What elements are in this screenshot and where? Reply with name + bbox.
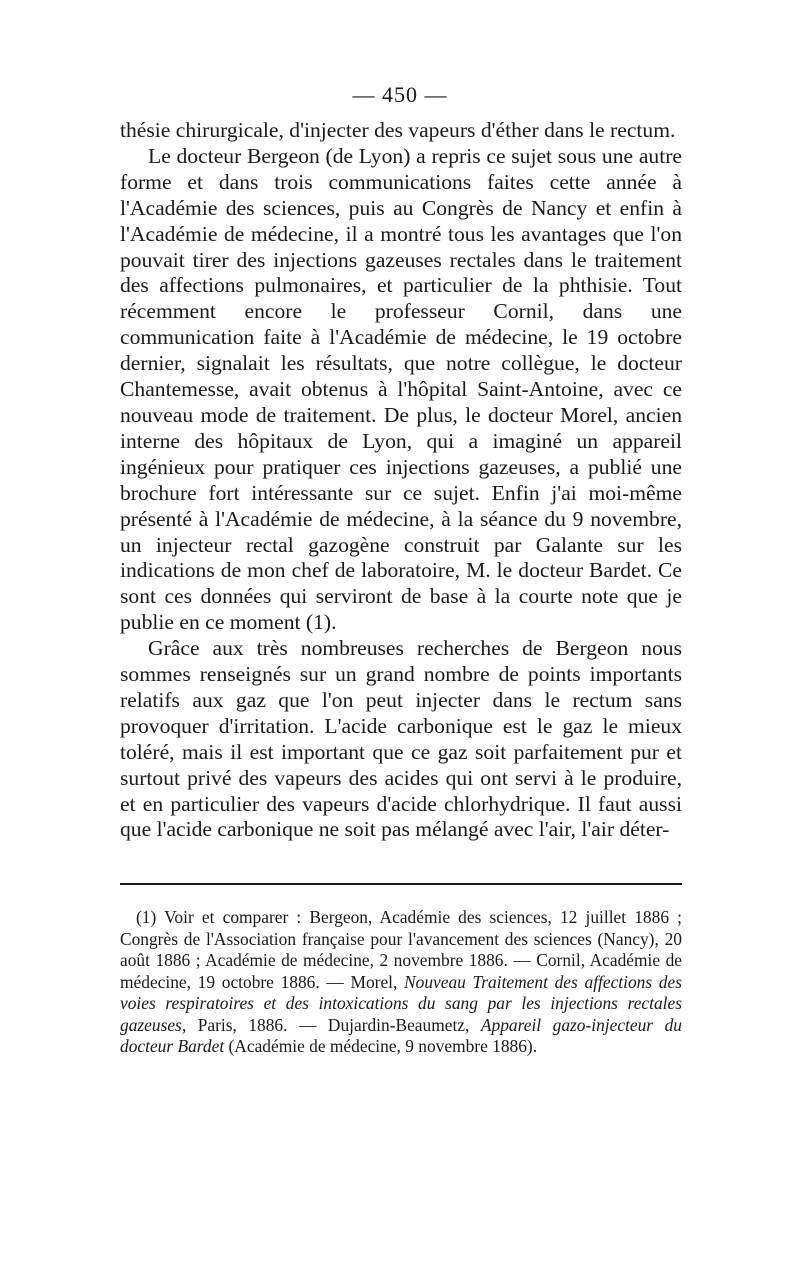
paragraph-2: Le docteur Bergeon (de Lyon) a repris ce sujet sous une autre forme et dans trois communications faites cette année à l'Académie des sciences, puis au Congrès de Nancy et enfin à l'Académie de médecine, il a montré tous les avantages que l'on pouvait tirer des injections gazeuses rectales dans le traitement des affections pulmonaires, et particulier de la phthisie. Tout récemment encore le professeur Cornil, dans une communication faite à l'Académie de médecine, le 19 octobre dernier, signalait les résultats, que notre collègue, le docteur Chantemesse, avait obtenus à l'hôpital Saint-Antoine, avec ce nouveau mode de traitement. De plus, le docteur Morel, ancien interne des hôpitaux de Lyon, qui a imaginé un appareil ingénieux pour pratiquer ces injections gazeuses, a publié une brochure fort intéressante sur ce sujet. Enfin j'ai moi-même présenté à l'Académie de médecine, à la séance du 9 novembre, un injecteur rectal gazogène construit par Galante sur les indications de mon chef de laboratoire, M. le docteur Bardet. Ce sont ces données qui serviront de base à la courte note que je publie en ce moment (1). bbox=[120, 143, 682, 635]
footnote-lead: (1) Voir et comparer : Bergeon, Académie des sciences, 12 juillet 1886 ; Congrès de l'Association française pour l'avancement des sciences (Nancy), 20 août 1886 ; Académie de médecine, 2 novembre 1886. — Cornil, Académie de médecine, 19 octobre 1886. — Morel, bbox=[120, 907, 682, 992]
page-number: — 450 — bbox=[352, 82, 448, 107]
footnote-mid: , Paris, 1886. — Dujardin-Beaumetz, bbox=[181, 1014, 481, 1035]
body-text bbox=[120, 118, 682, 843]
footnote-1 bbox=[120, 907, 682, 1058]
footnote-title-dujardin: Appareil gazo-injecteur du docteur Bardet bbox=[120, 1014, 682, 1056]
footnote bbox=[120, 907, 682, 1058]
paragraph-1: thésie chirurgicale, d'injecter des vapeurs d'éther dans le rectum. bbox=[120, 118, 676, 142]
footnote-tail: (Académie de médecine, 9 novembre 1886). bbox=[224, 1036, 538, 1056]
footnote-divider bbox=[120, 883, 682, 885]
footnote-title-morel: Nouveau Traitement des affections des voies respiratoires et des intoxications du sang par les injections rectales gazeuses bbox=[120, 971, 682, 1035]
paragraph-3: Grâce aux très nombreuses recherches de Bergeon nous sommes renseignés sur un grand nombre de points importants relatifs aux gaz que l'on peut injecter dans le rectum sans provoquer d'irritation. L'acide carbonique est le gaz le mieux toléré, mais il est important que ce gaz soit parfaitement pur et surtout privé des vapeurs des acides qui ont servi à le produire, et en particulier des vapeurs d'acide chlorhydrique. Il faut aussi que l'acide carbonique ne soit pas mélangé avec l'air, l'air déter- bbox=[120, 636, 682, 842]
